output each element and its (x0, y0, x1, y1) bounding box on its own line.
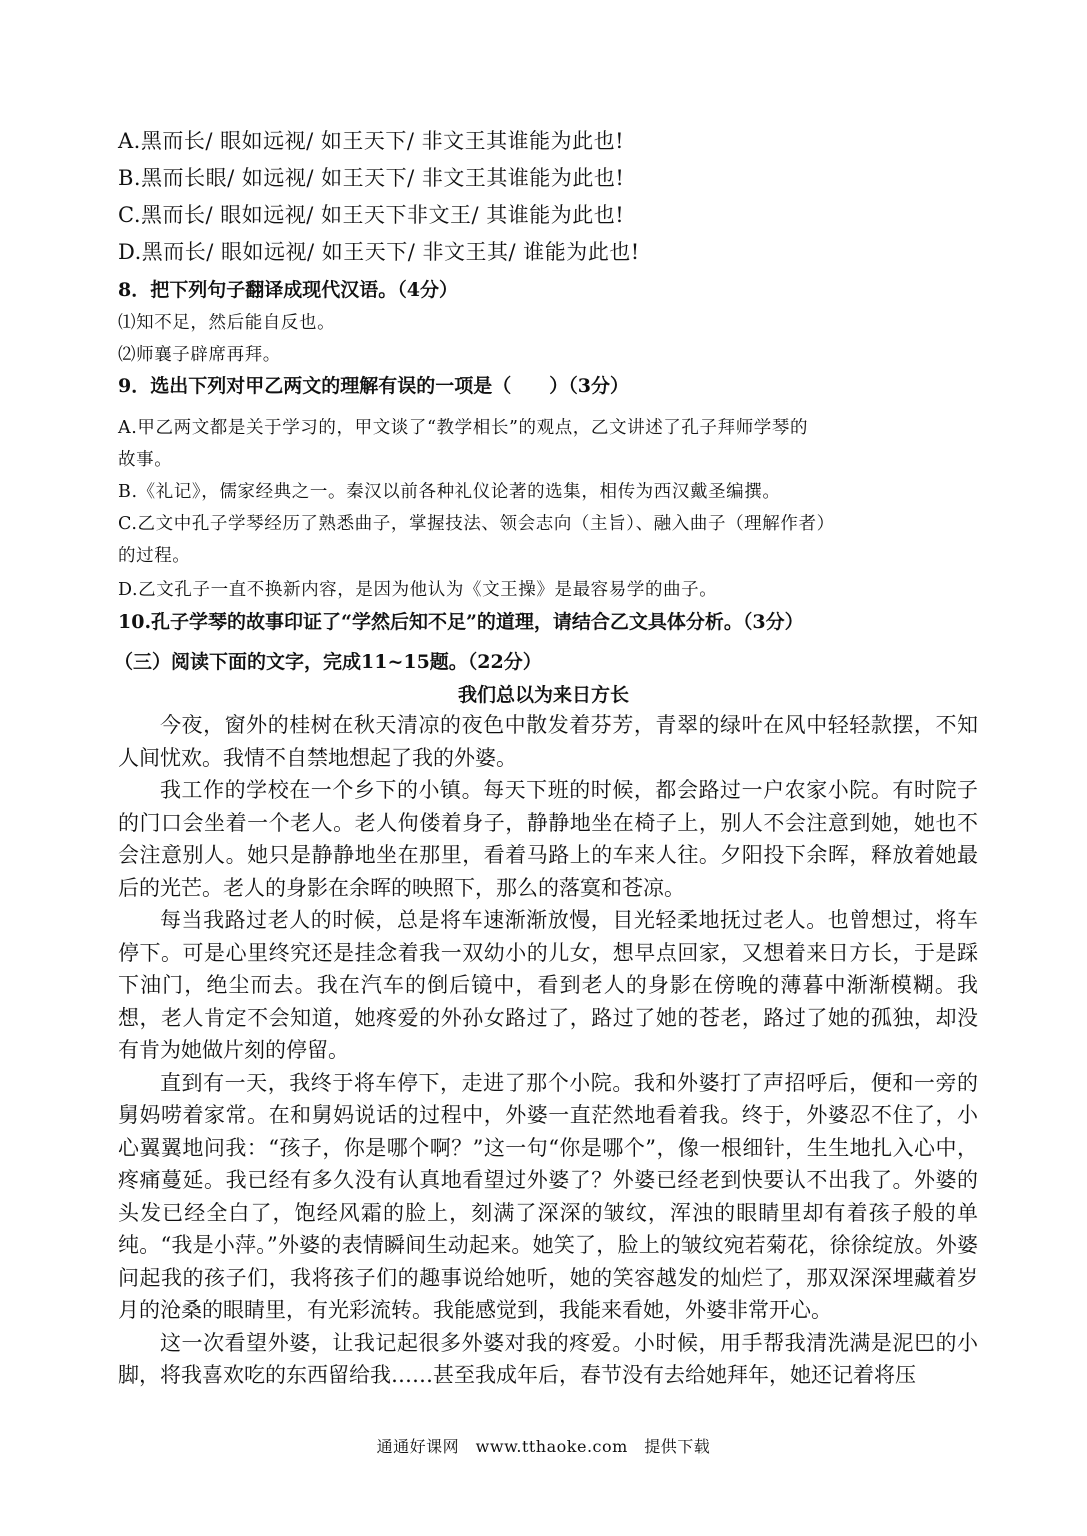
q7-option-b: B.黑而长眼/ 如远视/ 如王天下/ 非文王其谁能为此也! (118, 166, 625, 190)
article-paragraph: 这一次看望外婆，让我记起很多外婆对我的疼爱。小时候，用手帮我清洗满是泥巴的小脚，将我喜欢吃的东西留给我……甚至我成年后，春节没有去给她拜年，她还记着将压 (118, 1330, 978, 1387)
article-title: 我们总以为来日方长 (457, 684, 629, 706)
q9-option-b: B.《礼记》，儒家经典之一。秦汉以前各种礼仪论著的选集，相传为西汉戴圣编撰。 (118, 482, 781, 502)
q9-option-d: D.乙文孔子一直不换新内容，是因为他认为《文王操》是最容易学的曲子。 (118, 580, 718, 600)
q7-option-a: A.黑而长/ 眼如远视/ 如王天下/ 非文王其谁能为此也! (118, 129, 625, 153)
q9-option-c: C.乙文中孔子学琴经历了熟悉曲子，掌握技法、领会志向（主旨）、融入曲子（理解作者） (118, 514, 835, 534)
page-footer: 通通好课网 www.tthaoke.com 提供下载 (376, 1437, 711, 1456)
q9-option-a: A.甲乙两文都是关于学习的，甲文谈了“教学相长”的观点，乙文讲述了孔子拜师学琴的 (118, 418, 809, 438)
article-paragraph: 每当我路过老人的时候，总是将车速渐渐放慢，目光轻柔地抚过老人。也曾想过，将车停下。可是心里终究还是挂念着我一双幼小的儿女，想早点回家，又想着来日方长，于是踩下油门，绝尘而去。我在汽车的倒后镜中，看到老人的身影在傍晚的薄暮中渐渐模糊。我想，老人肯定不会知道，她疼爱的外孙女路过了，路过了她的苍老，路过了她的孤独，却没有肯为她做片刻的停留。 (118, 908, 978, 1062)
q9-option-a-cont: 故事。 (118, 450, 173, 470)
q7-option-c: C.黑而长/ 眼如远视/ 如王天下非文王/ 其谁能为此也! (118, 203, 625, 227)
q8-heading: 8．把下列句子翻译成现代汉语。（4分） (118, 279, 458, 301)
q10-heading: 10.孔子学琴的故事印证了“学然后知不足”的道理，请结合乙文具体分析。（3分） (118, 611, 804, 633)
q7-option-d: D.黑而长/ 眼如远视/ 如王天下/ 非文王其/ 谁能为此也! (118, 240, 640, 264)
q9-heading: 9．选出下列对甲乙两文的理解有误的一项是（ ）（3分） (118, 375, 629, 397)
q8-item-2: ⑵师襄子辟席再拜。 (118, 345, 281, 365)
q9-option-c-cont: 的过程。 (118, 546, 191, 566)
section3-heading: （三）阅读下面的文字，完成11~15题。（22分） (114, 651, 542, 673)
article-paragraph: 我工作的学校在一个乡下的小镇。每天下班的时候，都会路过一户农家小院。有时院子的门口会坐着一个老人。老人佝偻着身子，静静地坐在椅子上，别人不会注意到她，她也不会注意别人。她只是静静地坐在那里，看着马路上的车来人往。夕阳投下余晖，释放着她最后的光芒。老人的身影在余晖的映照下，那么的落寞和苍凉。 (118, 778, 978, 900)
article-paragraph: 直到有一天，我终于将车停下，走进了那个小院。我和外婆打了声招呼后，便和一旁的舅妈唠着家常。在和舅妈说话的过程中，外婆一直茫然地看着我。终于，外婆忍不住了，小心翼翼地问我：“孩子，你是哪个啊？”这一句“你是哪个”，像一根细针，生生地扎入心中，疼痛蔓延。我已经有多久没有认真地看望过外婆了？外婆已经老到快要认不出我了。外婆的头发已经全白了，饱经风霜的脸上，刻满了深深的皱纹，浑浊的眼睛里却有着孩子般的单纯。“我是小萍。”外婆的表情瞬间生动起来。她笑了，脸上的皱纹宛若菊花，徐徐绽放。外婆问起我的孩子们，我将孩子们的趣事说给她听，她的笑容越发的灿烂了，那双深深埋藏着岁月的沧桑的眼睛里，有光彩流转。我能感觉到，我能来看她，外婆非常开心。 (118, 1070, 978, 1322)
q8-item-1: ⑴知不足，然后能自反也。 (118, 313, 336, 333)
article-paragraph: 今夜，窗外的桂树在秋天清凉的夜色中散发着芬芳，青翠的绿叶在风中轻轻款摆，不知人间忧欢。我情不自禁地想起了我的外婆。 (118, 713, 978, 770)
article-body (118, 709, 978, 1392)
